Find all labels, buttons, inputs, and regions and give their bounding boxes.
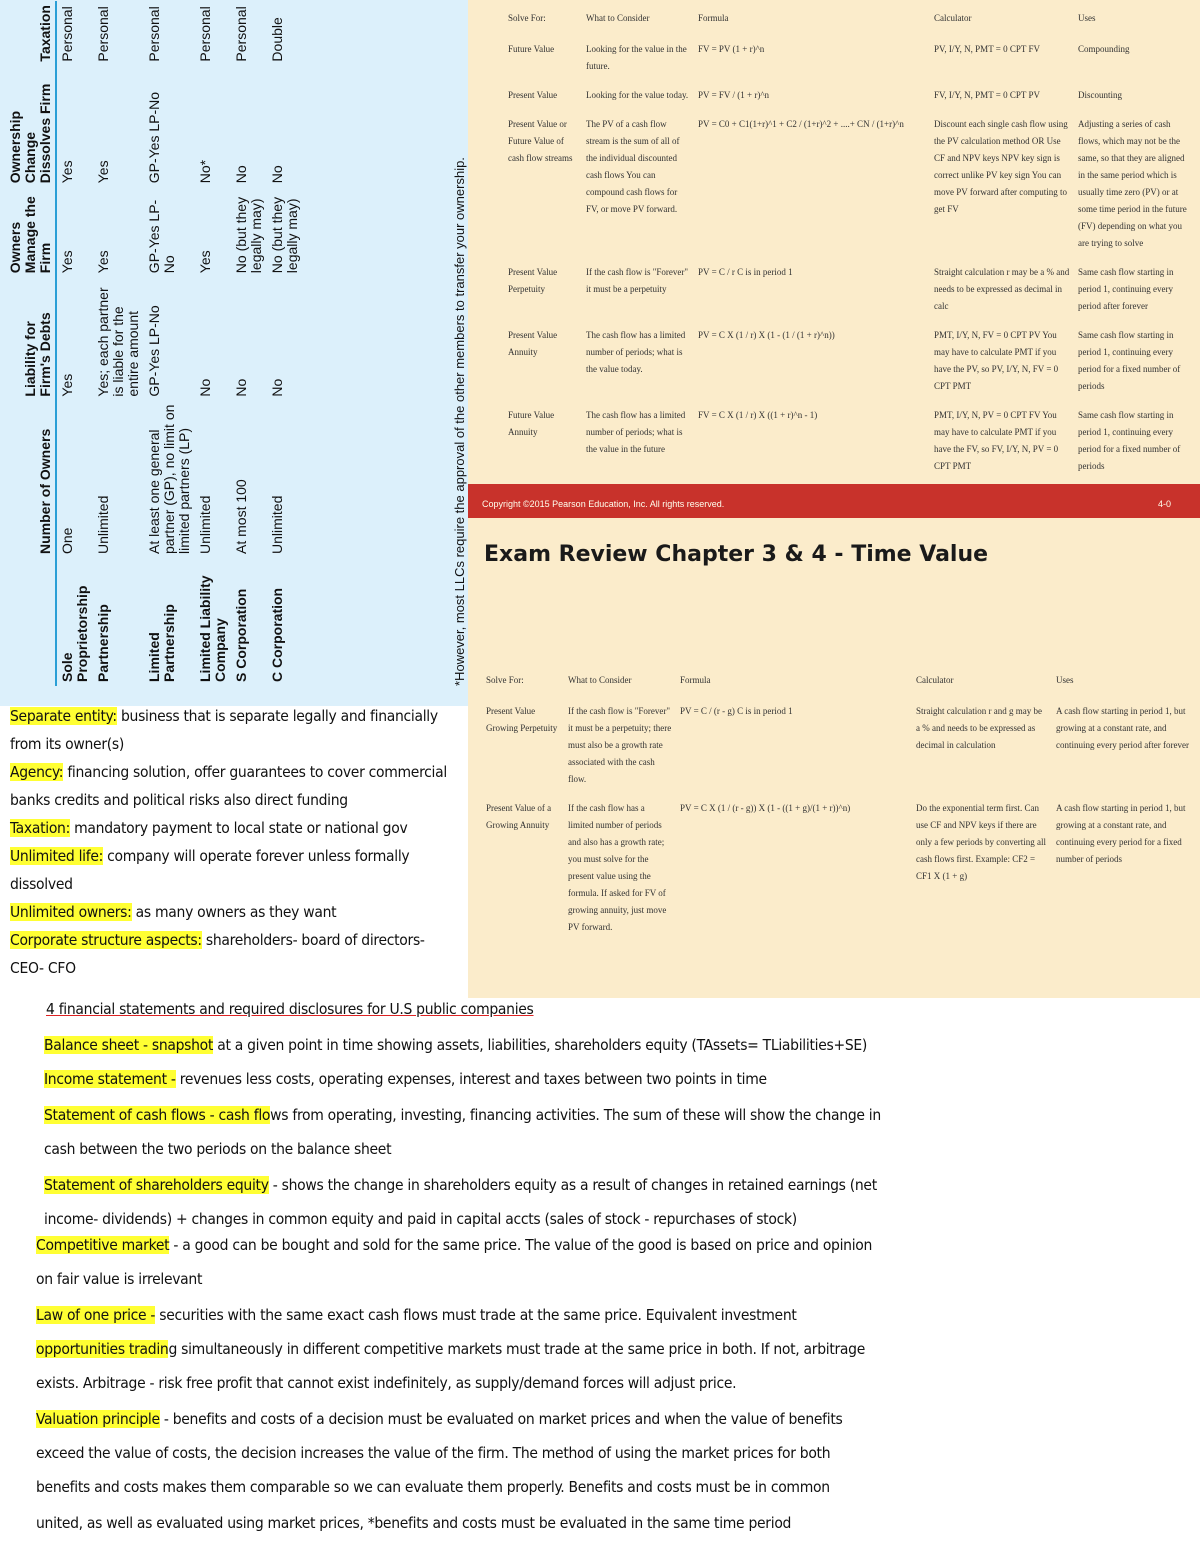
cell: Looking for the value in the future. — [586, 44, 687, 71]
cell: Yes — [59, 373, 75, 397]
header-cell: Calculator — [934, 13, 972, 23]
notes-heading: 4 financial statements and required disclosures for U.S public companies — [46, 1000, 534, 1018]
note-text: on fair value is irrelevant — [36, 1270, 203, 1288]
header-cell: Solve For: — [486, 675, 524, 685]
cell: Future Value Annuity — [508, 410, 555, 437]
header-dissolve: Ownership Change Dissolves Firm — [7, 83, 53, 184]
cell: Unlimited — [95, 495, 111, 554]
cell: No* — [197, 159, 213, 184]
cell: The PV of a cash flow stream is the sum of all of the individual discounted cash flows You can compound cash flows for FV, or move PV forward. — [586, 119, 680, 214]
page-number: 4-0 — [1158, 499, 1172, 509]
header-liability: Liability for Firm's Debts — [22, 312, 53, 397]
cell: Discounting — [1078, 90, 1122, 100]
cell: At least one general partner (GP), no limit on limited partners (LP) — [146, 404, 192, 554]
table-row — [195, 1, 231, 686]
header-taxation: Taxation — [37, 5, 53, 62]
cell: Present Value — [508, 90, 558, 100]
header-cell: Uses — [1078, 13, 1096, 23]
business-forms-table — [6, 1, 303, 686]
note-text: securities with the same exact cash flows must trade at the same price. Equivalent investment — [155, 1306, 797, 1324]
row-name: Limited Partnership — [146, 604, 177, 682]
table-row — [231, 1, 267, 686]
row-name: Limited Liability Company — [197, 575, 228, 682]
cell: FV = PV (1 + r)^n — [698, 44, 765, 54]
cell: Yes; each partner is liable for the entire amount — [95, 287, 141, 397]
definition-item — [10, 842, 462, 898]
cell: No — [269, 165, 285, 184]
note-text: g simultaneously in different competitive markets must trade at the same price in both. If not, arbitrage — [168, 1340, 866, 1358]
definition-text: shareholders- board of directors- CEO- CFO — [10, 931, 425, 977]
cell: No (but they legally may) — [233, 196, 264, 274]
note-text: - benefits and costs of a decision must be evaluated on market prices and when the value of benefits — [159, 1410, 843, 1428]
table-header-row — [482, 672, 1194, 703]
cell: Discount each single cash flow using the PV calculation method OR Use CF and NPV keys NPV key sign is correct unlike PV key sign You can move PV forward after computing to get FV — [934, 119, 1068, 214]
note-term: Competitive market — [36, 1236, 170, 1254]
note-text: exists. Arbitrage - risk free profit that cannot exist indefinitely, as supply/demand forces will adjust price. — [36, 1374, 737, 1392]
cell: No (but they legally may) — [269, 196, 300, 274]
note-text: at a given point in time showing assets, liabilities, shareholders equity (TAssets= TLiabilities+SE) — [213, 1036, 868, 1054]
definitions-notes — [10, 702, 462, 982]
table-header-row — [6, 1, 56, 686]
header-manage: Owners Manage the Firm — [7, 196, 53, 274]
note-text: income- dividends) + changes in common equity and paid in capital accts (sales of stock - repurchases of stock) — [44, 1210, 797, 1228]
table-row — [504, 41, 1194, 87]
cell: Same cash flow starting in period 1, continuing every period after forever — [1078, 267, 1174, 311]
cell: FV, I/Y, N, PMT = 0 CPT PV — [934, 90, 1040, 100]
definition-term: Corporate structure aspects: — [10, 931, 202, 949]
definition-text: as many owners as they want — [131, 903, 337, 921]
note-valuation-principle — [36, 1410, 842, 1428]
table-row — [504, 116, 1194, 264]
definition-term: Separate entity: — [10, 707, 117, 725]
cell: Present Value Growing Perpetuity — [486, 706, 558, 733]
table-row — [504, 407, 1194, 487]
cell: Unlimited — [197, 495, 213, 554]
note-term: Balance sheet - snapshot — [44, 1036, 214, 1054]
cell: Yes — [59, 250, 75, 274]
definition-term: Agency: — [10, 763, 64, 781]
cell: PV = C / r C is in period 1 — [698, 267, 793, 277]
cell: PV = C X (1 / (r - g)) X (1 - ((1 + g)/(1 + r))^n) — [680, 803, 851, 813]
cell: One — [59, 527, 75, 554]
cell: No — [269, 378, 285, 397]
header-cell: Solve For: — [508, 13, 546, 23]
definition-term: Unlimited owners: — [10, 903, 132, 921]
note-law-of-one-price-cont — [36, 1340, 865, 1358]
header-cell: Uses — [1056, 675, 1074, 685]
row-name: Sole Proprietorship — [59, 585, 90, 682]
header-cell: What to Consider — [586, 13, 650, 23]
definition-item — [10, 898, 462, 926]
note-term: Law of one price - — [36, 1306, 156, 1324]
cell: PMT, I/Y, N, FV = 0 CPT PV You may have to calculate PMT if you have the PV, so PV, I/Y, N, FV = 0 CPT PMT — [934, 330, 1059, 391]
note-law-of-one-price — [36, 1306, 797, 1324]
cell: PV = C0 + C1(1+r)^1 + C2 / (1+r)^2 + ....+ CN / (1+r)^n — [698, 119, 904, 129]
note-text: cash between the two periods on the balance sheet — [44, 1140, 392, 1158]
cell: Personal — [95, 6, 111, 62]
business-forms-table-image — [0, 0, 470, 706]
table-row — [504, 87, 1194, 116]
note-term: Statement of shareholders equity — [44, 1176, 269, 1194]
cell: PV = FV / (1 + r)^n — [698, 90, 770, 100]
note-text: exceed the value of costs, the decision increases the value of the firm. The method of using the market prices for both — [36, 1444, 831, 1462]
cell: At most 100 — [233, 479, 249, 554]
time-value-table-1 — [504, 10, 1194, 487]
table-header-row — [504, 10, 1194, 41]
header-cell: Formula — [698, 13, 729, 23]
cell: Present Value Perpetuity — [508, 267, 558, 294]
note-income-statement — [44, 1070, 767, 1088]
table-row — [504, 264, 1194, 327]
cell: Do the exponential term first. Can use CF and NPV keys if there are only a few periods by converting all cash flows first. Example: CF2 = CF1 X (1 + g) — [916, 803, 1046, 881]
cell: Future Value — [508, 44, 555, 54]
note-shareholders-equity — [44, 1176, 877, 1194]
row-name: S Corporation — [233, 588, 249, 682]
definition-text: mandatory payment to local state or national gov — [70, 819, 408, 837]
table-row — [504, 327, 1194, 407]
cell: No — [233, 165, 249, 184]
note-cash-flows — [44, 1106, 881, 1124]
definition-item — [10, 926, 462, 982]
table-row — [93, 1, 144, 686]
cell: Same cash flow starting in period 1, continuing every period for a fixed number of periods — [1078, 330, 1181, 391]
definition-item — [10, 702, 462, 758]
definition-term: Unlimited life: — [10, 847, 104, 865]
cell: Yes — [95, 160, 111, 184]
cell: Yes — [59, 160, 75, 184]
header-owners: Number of Owners — [37, 428, 53, 554]
table-row — [144, 1, 195, 686]
time-value-slide-1 — [468, 0, 1200, 520]
note-text: - a good can be bought and sold for the same price. The value of the good is based on price and opinion — [169, 1236, 873, 1254]
header-cell: Calculator — [916, 675, 954, 685]
cell: GP-Yes LP-No — [146, 305, 162, 397]
table-row — [56, 1, 93, 686]
cell: If the cash flow is "Forever" it must be a perpetuity; there must also be a growth rate associated with the cash flow. — [568, 706, 672, 784]
cell: A cash flow starting in period 1, but growing at a constant rate, and continuing every period for a fixed number of periods — [1056, 803, 1186, 864]
note-text: united, as well as evaluated using market prices, *benefits and costs must be evaluated in the same time period — [36, 1514, 792, 1532]
note-balance-sheet — [44, 1036, 867, 1054]
cell: Looking for the value today. — [586, 90, 689, 100]
note-text: - shows the change in shareholders equity as a result of changes in retained earnings (net — [268, 1176, 877, 1194]
header-type — [6, 558, 56, 686]
cell: A cash flow starting in period 1, but growing at a constant rate, and continuing every period after forever — [1056, 706, 1189, 750]
cell: If the cash flow is "Forever" it must be a perpetuity — [586, 267, 689, 294]
note-term: Statement of cash flows - cash flo — [44, 1106, 271, 1124]
cell: PMT, I/Y, N, PV = 0 CPT FV You may have to calculate PMT if you have the FV, so FV, I/Y, N, PV = 0 CPT PMT — [934, 410, 1059, 471]
definition-text: financing solution, offer guarantees to cover commercial banks credits and political risks also direct funding — [10, 763, 447, 809]
note-text: revenues less costs, operating expenses, interest and taxes between two points in time — [175, 1070, 767, 1088]
table-footnote: *However, most LLCs require the approval of the other members to transfer your ownership. — [452, 157, 467, 686]
cell: Unlimited — [269, 495, 285, 554]
cell: The cash flow has a limited number of periods; what is the value today. — [586, 330, 686, 374]
cell: If the cash flow has a limited number of periods and also has a growth rate; you must solve for the present value using the formula. If asked for FV of growing annuity, just move PV forward. — [568, 803, 667, 932]
cell: Personal — [197, 6, 213, 62]
cell: Same cash flow starting in period 1, continuing every period for a fixed number of periods — [1078, 410, 1181, 471]
header-cell: What to Consider — [568, 675, 632, 685]
note-text: benefits and costs makes them comparable so we can evaluate them properly. Benefits and costs must be in common — [36, 1478, 830, 1496]
cell: No — [233, 378, 249, 397]
cell: GP-Yes LP-No — [146, 199, 177, 274]
note-competitive-market — [36, 1236, 872, 1254]
table-row — [482, 703, 1194, 800]
table-row — [482, 800, 1194, 948]
cell: Present Value Annuity — [508, 330, 558, 357]
definition-item — [10, 814, 462, 842]
cell: Personal — [146, 6, 162, 62]
cell: PV = C X (1 / r) X (1 - (1 / (1 + r)^n)) — [698, 330, 835, 340]
time-value-slide-2 — [468, 520, 1200, 998]
cell: Adjusting a series of cash flows, which may not be the same, so that they are aligned in the same period which is usually time zero (PV) or at some time period in the future (FV) depending on what you are trying to solve — [1078, 119, 1187, 248]
definition-term: Taxation: — [10, 819, 70, 837]
cell: GP-Yes LP-No — [146, 91, 162, 184]
cell: Yes — [197, 250, 213, 274]
copyright-text: Copyright ©2015 Pearson Education, Inc. All rights reserved. — [482, 499, 725, 509]
cell: Present Value of a Growing Annuity — [486, 803, 552, 830]
cell: Personal — [233, 6, 249, 62]
note-text: ws from operating, investing, financing activities. The sum of these will show the change in — [270, 1106, 881, 1124]
table-row — [267, 1, 303, 686]
time-value-table-2 — [482, 672, 1194, 948]
row-name: Partnership — [95, 604, 111, 682]
cell: Personal — [59, 6, 75, 62]
cell: Yes — [95, 250, 111, 274]
cell: No — [197, 378, 213, 397]
cell: PV, I/Y, N, PMT = 0 CPT FV — [934, 44, 1040, 54]
cell: PV = C / (r - g) C is in period 1 — [680, 706, 793, 716]
cell: Compounding — [1078, 44, 1130, 54]
cell: Straight calculation r may be a % and needs to be expressed as decimal in calc — [934, 267, 1070, 311]
header-cell: Formula — [680, 675, 711, 685]
note-term: Valuation principle — [36, 1410, 160, 1428]
row-name: C Corporation — [269, 587, 285, 682]
definition-text: business that is separate legally and financially from its owner(s) — [10, 707, 438, 753]
definition-item — [10, 758, 462, 814]
note-term: Income statement - — [44, 1070, 176, 1088]
cell: The cash flow has a limited number of periods; what is the value in the future — [586, 410, 686, 454]
cell: Present Value or Future Value of cash flow streams — [508, 119, 573, 163]
cell: FV = C X (1 / r) X ((1 + r)^n - 1) — [698, 410, 818, 420]
cell: Straight calculation r and g may be a % and needs to be expressed as decimal in calculation — [916, 706, 1042, 750]
cell: Double — [269, 17, 285, 62]
note-term: opportunities tradin — [36, 1340, 169, 1358]
slide-title: Exam Review Chapter 3 & 4 - Time Value — [484, 542, 989, 567]
definition-text: company will operate forever unless formally dissolved — [10, 847, 410, 893]
